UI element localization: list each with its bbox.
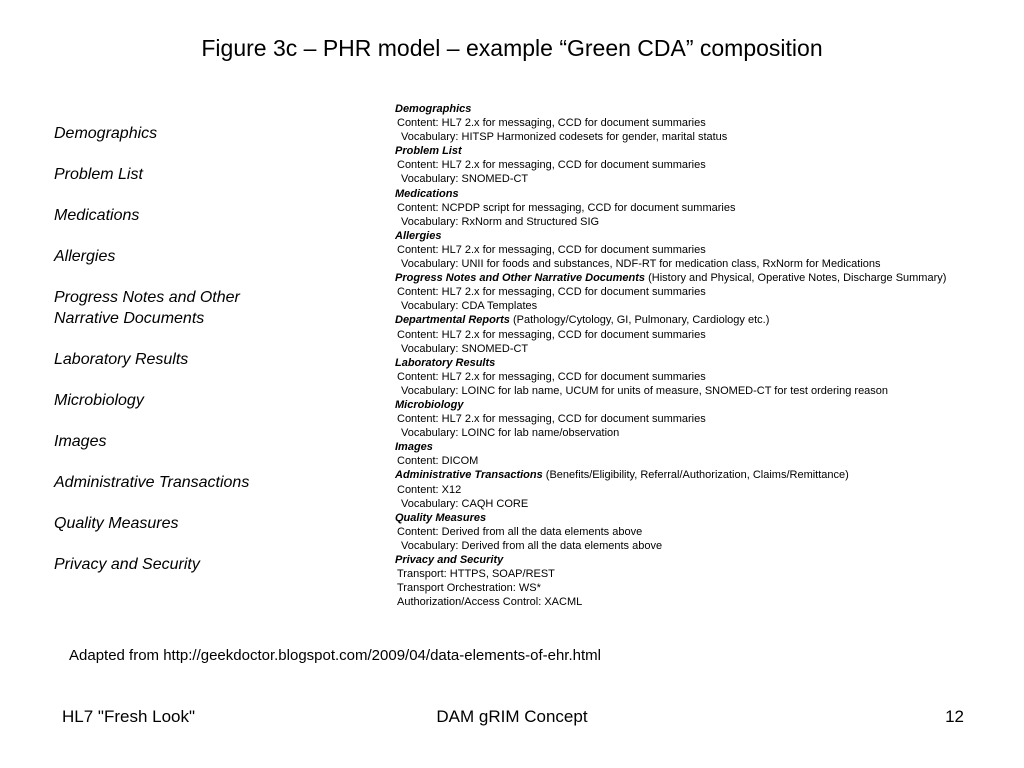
category-item-line: Administrative Transactions (54, 473, 250, 491)
left-category-list (54, 124, 354, 596)
detail-line: Vocabulary: Derived from all the data elements above (401, 539, 663, 552)
detail-section-heading (395, 313, 955, 327)
category-item-line: Images (54, 432, 107, 450)
detail-section-heading (395, 398, 955, 412)
detail-section-name: Laboratory Results (395, 356, 496, 369)
category-item-line: Narrative Documents (54, 309, 205, 327)
detail-section-name: Progress Notes and Other Narrative Documents (395, 272, 646, 285)
category-item (54, 391, 354, 412)
detail-line: Content: HL7 2.x for messaging, CCD for document summaries (397, 117, 706, 130)
footer-center-text: DAM gRIM Concept (436, 707, 588, 726)
detail-section-name: Microbiology (395, 398, 464, 411)
detail-section-heading (395, 356, 955, 370)
detail-section-name: Demographics (395, 103, 472, 115)
slide-title: Figure 3c – PHR model – example “Green CDA” composition (201, 35, 823, 61)
detail-section-name: Medications (395, 187, 459, 200)
category-item-line: Progress Notes and Other (54, 289, 240, 306)
detail-line: Content: NCPDP script for messaging, CCD for document summaries (397, 201, 736, 214)
detail-line: Vocabulary: LOINC for lab name, UCUM for units of measure, SNOMED-CT for test ordering reason (401, 384, 889, 397)
detail-section-note: (History and Physical, Operative Notes, Discharge Summary) (648, 272, 947, 285)
category-item (54, 473, 354, 494)
detail-line: Content: X12 (397, 483, 462, 496)
detail-line: Authorization/Access Control: XACML (397, 596, 583, 609)
detail-line: Vocabulary: SNOMED-CT (401, 173, 529, 186)
category-item-line: Problem List (54, 166, 143, 183)
category-item-line: Microbiology (54, 391, 144, 409)
detail-section-heading (395, 229, 955, 243)
detail-section-name: Allergies (395, 229, 442, 242)
detail-section-name: Departmental Reports (395, 314, 510, 327)
category-item (54, 555, 354, 576)
detail-line: Content: HL7 2.x for messaging, CCD for document summaries (397, 243, 706, 256)
detail-line: Content: HL7 2.x for messaging, CCD for document summaries (397, 159, 706, 172)
detail-line: Transport Orchestration: WS* (397, 582, 541, 595)
detail-line: Vocabulary: HITSP Harmonized codesets for gender, marital status (401, 131, 728, 144)
category-item (54, 288, 354, 329)
detail-section-heading (395, 553, 955, 567)
detail-line: Content: HL7 2.x for messaging, CCD for document summaries (397, 370, 706, 383)
category-item-line: Allergies (54, 248, 116, 265)
detail-section-heading (395, 102, 955, 116)
detail-line: Vocabulary: CDA Templates (401, 300, 538, 313)
category-item-line: Laboratory Results (54, 350, 189, 368)
detail-line: Vocabulary: CAQH CORE (401, 497, 529, 510)
category-item (54, 165, 354, 186)
detail-section-heading (395, 144, 955, 158)
detail-section-note: (Benefits/Eligibility, Referral/Authorization, Claims/Remittance) (545, 469, 849, 482)
footer-left-text: HL7 "Fresh Look" (62, 707, 196, 726)
detail-section-heading (395, 440, 955, 454)
detail-section-name: Privacy and Security (395, 554, 504, 566)
category-item (54, 432, 354, 453)
detail-line: Content: Derived from all the data elements above (397, 525, 643, 538)
category-item-line: Medications (54, 207, 140, 224)
detail-line: Content: HL7 2.x for messaging, CCD for document summaries (397, 328, 706, 341)
detail-line: Vocabulary: UNII for foods and substances, NDF-RT for medication class, RxNorm for Medications (401, 258, 881, 271)
detail-section-heading (395, 187, 955, 201)
detail-section-name: Quality Measures (395, 511, 487, 524)
category-item (54, 247, 354, 268)
detail-section-name: Images (395, 441, 433, 454)
detail-line: Transport: HTTPS, SOAP/REST (397, 568, 555, 581)
category-item-line: Quality Measures (54, 514, 179, 532)
detail-section-note: (Pathology/Cytology, GI, Pulmonary, Cardiology etc.) (512, 314, 770, 327)
detail-line: Content: HL7 2.x for messaging, CCD for document summaries (397, 286, 706, 299)
detail-block (395, 102, 955, 609)
detail-section-heading (395, 468, 955, 482)
category-item (54, 206, 354, 227)
category-item-line: Demographics (54, 125, 158, 142)
category-item (54, 514, 354, 535)
detail-line: Vocabulary: SNOMED-CT (401, 342, 529, 355)
detail-section-name: Problem List (395, 145, 462, 158)
detail-section-name: Administrative Transactions (395, 469, 543, 482)
detail-section-heading (395, 271, 955, 285)
detail-line: Vocabulary: RxNorm and Structured SIG (401, 215, 600, 228)
detail-section-heading (395, 511, 955, 525)
category-item (54, 350, 354, 371)
detail-line: Content: DICOM (397, 455, 479, 468)
category-item (54, 124, 354, 145)
category-item-line: Privacy and Security (54, 555, 200, 573)
detail-line: Vocabulary: LOINC for lab name/observation (401, 427, 620, 440)
detail-line: Content: HL7 2.x for messaging, CCD for document summaries (397, 413, 706, 426)
page-number: 12 (945, 707, 964, 726)
attribution-text: Adapted from http://geekdoctor.blogspot.com/2009/04/data-elements-of-ehr.html (69, 647, 601, 664)
